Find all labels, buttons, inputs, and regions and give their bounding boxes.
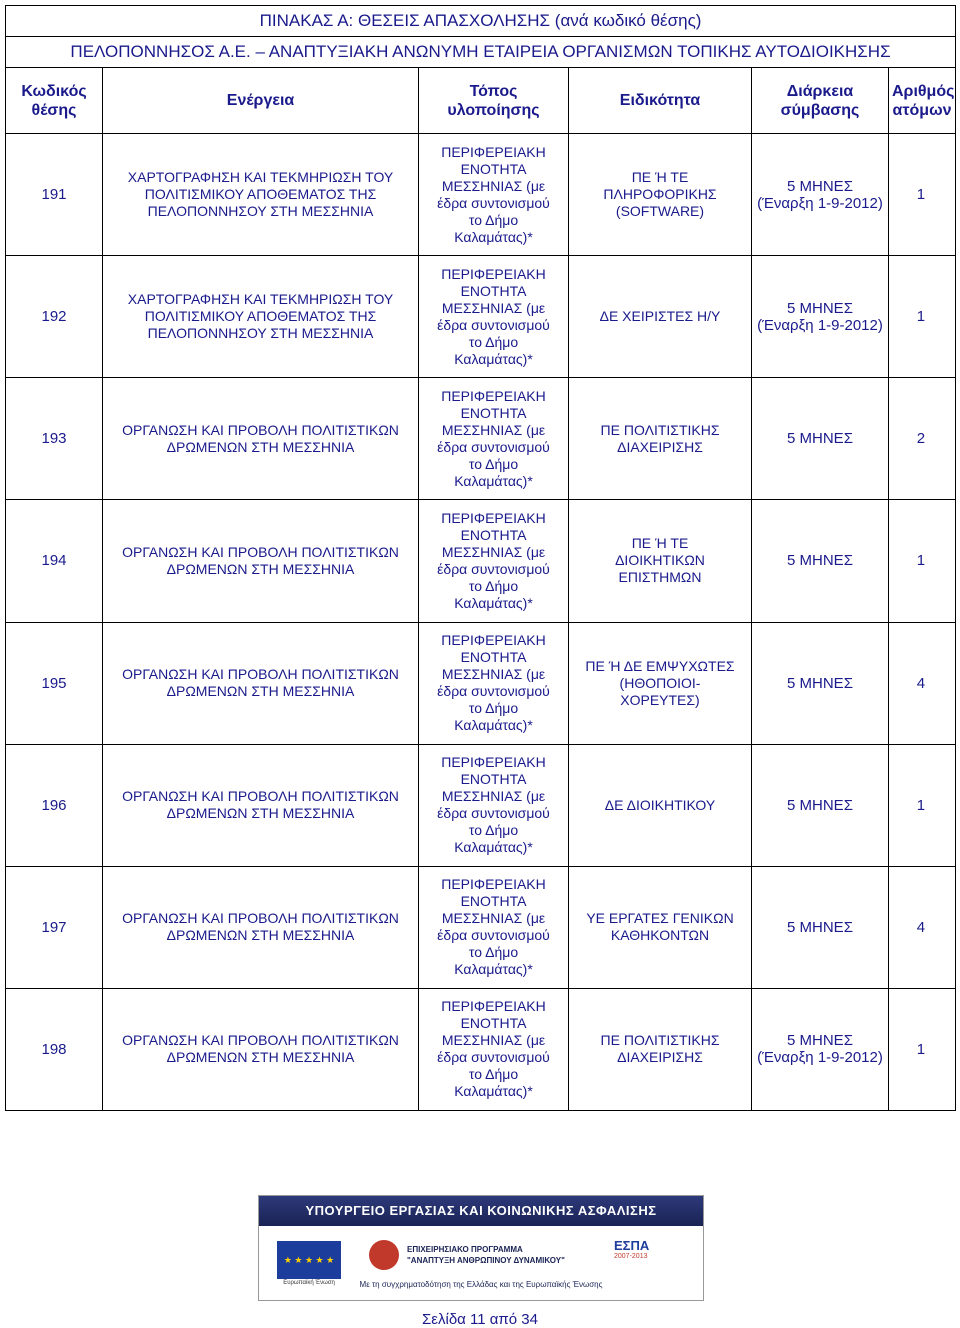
position-code-text: 192 [41,308,67,326]
activity-cell-text: ΟΡΓΑΝΩΣΗ ΚΑΙ ΠΡΟΒΟΛΗ ΠΟΛΙΤΙΣΤΙΚΩΝ ΔΡΩΜΕΝΩΝ ΣΤΗ ΜΕΣΣΗΝΙΑ [122,788,399,822]
specialty-cell [569,134,752,256]
count-cell [889,866,956,988]
position-code-text: 194 [41,552,67,570]
table-row [6,378,956,500]
location-cell-text: ΠΕΡΙΦΕΡΕΙΑΚΗ ΕΝΟΤΗΤΑ ΜΕΣΣΗΝΙΑΣ (με έδρα συντονισμού το Δήμο Καλαμάτας)* [437,509,550,611]
activity-cell-text: ΟΡΓΑΝΩΣΗ ΚΑΙ ΠΡΟΒΟΛΗ ΠΟΛΙΤΙΣΤΙΚΩΝ ΔΡΩΜΕΝΩΝ ΣΤΗ ΜΕΣΣΗΝΙΑ [122,543,399,577]
location-cell [419,500,569,622]
table-title-row [6,6,956,37]
activity-cell-text: ΧΑΡΤΟΓΡΑΦΗΣΗ ΚΑΙ ΤΕΚΜΗΡΙΩΣΗ ΤΟΥ ΠΟΛΙΤΙΣΜΙΚΟΥ ΑΠΟΘΕΜΑΤΟΣ ΤΗΣ ΠΕΛΟΠΟΝΝΗΣΟΥ ΣΤΗ ΜΕΣΣΗΝΙΑ [127,291,394,342]
position-code-text: 196 [41,796,67,814]
duration-cell-text: 5 ΜΗΝΕΣ [787,918,853,936]
program-name: ΕΠΙΧΕΙΡΗΣΙΑΚΟ ΠΡΟΓΡΑΜΜΑ "ΑΝΑΠΤΥΞΗ ΑΝΘΡΩΠΙΝΟΥ ΔΥΝΑΜΙΚΟΥ" [407,1245,565,1265]
header-location: Τόπος υλοποίησης [419,68,569,134]
page-number: Σελίδα 11 από 34 [422,1311,538,1328]
count-cell [889,622,956,744]
activity-cell [103,866,419,988]
ministry-banner: ΥΠΟΥΡΓΕΙΟ ΕΡΓΑΣΙΑΣ ΚΑΙ ΚΟΙΝΩΝΙΚΗΣ ΑΣΦΑΛΙΣΗΣ [259,1196,703,1226]
activity-cell-text: ΧΑΡΤΟΓΡΑΦΗΣΗ ΚΑΙ ΤΕΚΜΗΡΙΩΣΗ ΤΟΥ ΠΟΛΙΤΙΣΜΙΚΟΥ ΑΠΟΘΕΜΑΤΟΣ ΤΗΣ ΠΕΛΟΠΟΝΝΗΣΟΥ ΣΤΗ ΜΕΣΣΗΝΙΑ [127,169,394,220]
table-row [6,622,956,744]
specialty-cell-text: ΠΕ Ή ΤΕ ΔΙΟΙΚΗΤΙΚΩΝ ΕΠΙΣΤΗΜΩΝ [615,535,705,586]
location-cell-text: ΠΕΡΙΦΕΡΕΙΑΚΗ ΕΝΟΤΗΤΑ ΜΕΣΣΗΝΙΑΣ (με έδρα συντονισμού το Δήμο Καλαμάτας)* [437,998,550,1100]
espa-years: 2007-2013 [614,1253,648,1260]
position-code [6,378,103,500]
count-cell-text: 1 [916,1040,926,1058]
location-cell [419,256,569,378]
count-cell [889,988,956,1110]
count-cell [889,134,956,256]
position-code [6,256,103,378]
location-cell [419,744,569,866]
table-body [6,134,956,1111]
location-cell [419,988,569,1110]
eu-flag-icon: ★ ★ ★ ★ ★ [277,1241,341,1279]
location-cell [419,622,569,744]
duration-cell [752,134,889,256]
location-cell [419,866,569,988]
specialty-cell-text: ΔΕ ΔΙΟΙΚΗΤΙΚΟΥ [604,796,716,813]
specialty-cell-text: ΠΕ ΠΟΛΙΤΙΣΤΙΚΗΣ ΔΙΑΧΕΙΡΙΣΗΣ [600,421,720,455]
organization-row [6,37,956,68]
position-code-text: 197 [41,918,67,936]
activity-cell [103,622,419,744]
position-code [6,866,103,988]
specialty-cell [569,500,752,622]
position-code-text: 191 [41,186,67,204]
activity-cell-text: ΟΡΓΑΝΩΣΗ ΚΑΙ ΠΡΟΒΟΛΗ ΠΟΛΙΤΙΣΤΙΚΩΝ ΔΡΩΜΕΝΩΝ ΣΤΗ ΜΕΣΣΗΝΙΑ [122,1032,399,1066]
count-cell [889,378,956,500]
position-code [6,988,103,1110]
specialty-cell-text: ΥΕ ΕΡΓΑΤΕΣ ΓΕΝΙΚΩΝ ΚΑΘΗΚΟΝΤΩΝ [586,910,734,944]
position-code [6,500,103,622]
espa-logo [614,1238,684,1278]
position-code-text: 195 [41,674,67,692]
activity-cell [103,988,419,1110]
table-row [6,866,956,988]
header-count: Αριθμός ατόμων [889,68,956,134]
count-cell-text: 1 [916,308,926,326]
count-cell-text: 2 [916,430,926,448]
count-cell [889,256,956,378]
specialty-cell [569,866,752,988]
duration-cell-text: 5 ΜΗΝΕΣ [787,430,853,448]
specialty-cell-text: ΠΕ ΠΟΛΙΤΙΣΤΙΚΗΣ ΔΙΑΧΕΙΡΙΣΗΣ [600,1032,720,1066]
position-code [6,134,103,256]
program-badge-icon [369,1240,399,1270]
duration-cell-text: 5 ΜΗΝΕΣ (Έναρξη 1-9-2012) [757,299,883,334]
header-code: Κωδικός θέσης [6,68,103,134]
duration-cell-text: 5 ΜΗΝΕΣ [787,796,853,814]
duration-cell [752,622,889,744]
duration-cell [752,256,889,378]
duration-cell-text: 5 ΜΗΝΕΣ [787,552,853,570]
count-cell-text: 4 [916,674,926,692]
location-cell [419,134,569,256]
duration-cell [752,744,889,866]
count-cell [889,744,956,866]
position-code [6,622,103,744]
table-title: ΠΙΝΑΚΑΣ Α: ΘΕΣΕΙΣ ΑΠΑΣΧΟΛΗΣΗΣ (ανά κωδικό θέσης) [6,6,956,37]
specialty-cell-text: ΠΕ Ή ΔΕ ΕΜΨΥΧΩΤΕΣ (ΗΘΟΠΟΙΟΙ- ΧΟΡΕΥΤΕΣ) [585,657,735,708]
duration-cell-text: 5 ΜΗΝΕΣ (Έναρξη 1-9-2012) [757,177,883,212]
header-specialty: Ειδικότητα [569,68,752,134]
activity-cell-text: ΟΡΓΑΝΩΣΗ ΚΑΙ ΠΡΟΒΟΛΗ ΠΟΛΙΤΙΣΤΙΚΩΝ ΔΡΩΜΕΝΩΝ ΣΤΗ ΜΕΣΣΗΝΙΑ [122,910,399,944]
specialty-cell [569,256,752,378]
activity-cell [103,378,419,500]
activity-cell [103,744,419,866]
activity-cell-text: ΟΡΓΑΝΩΣΗ ΚΑΙ ΠΡΟΒΟΛΗ ΠΟΛΙΤΙΣΤΙΚΩΝ ΔΡΩΜΕΝΩΝ ΣΤΗ ΜΕΣΣΗΝΙΑ [122,666,399,700]
cofunding-statement: Με τη συγχρηματοδότηση της Ελλάδας και της Ευρωπαϊκής Ένωσης [359,1280,603,1289]
specialty-cell [569,622,752,744]
activity-cell-text: ΟΡΓΑΝΩΣΗ ΚΑΙ ΠΡΟΒΟΛΗ ΠΟΛΙΤΙΣΤΙΚΩΝ ΔΡΩΜΕΝΩΝ ΣΤΗ ΜΕΣΣΗΝΙΑ [122,421,399,455]
location-cell-text: ΠΕΡΙΦΕΡΕΙΑΚΗ ΕΝΟΤΗΤΑ ΜΕΣΣΗΝΙΑΣ (με έδρα συντονισμού το Δήμο Καλαμάτας)* [437,876,550,978]
program-logo [369,1238,599,1276]
location-cell-text: ΠΕΡΙΦΕΡΕΙΑΚΗ ΕΝΟΤΗΤΑ ΜΕΣΣΗΝΙΑΣ (με έδρα συντονισμού το Δήμο Καλαμάτας)* [437,632,550,734]
duration-cell [752,988,889,1110]
header-duration: Διάρκεια σύμβασης [752,68,889,134]
specialty-cell-text: ΠΕ Ή ΤΕ ΠΛΗΡΟΦΟΡΙΚΗΣ (SOFTWARE) [603,169,717,220]
duration-cell-text: 5 ΜΗΝΕΣ [787,674,853,692]
table-row [6,256,956,378]
specialty-cell [569,988,752,1110]
table-row [6,744,956,866]
specialty-cell [569,744,752,866]
count-cell-text: 1 [916,552,926,570]
position-code-text: 193 [41,430,67,448]
table-row [6,988,956,1110]
table-row [6,134,956,256]
table-row [6,500,956,622]
duration-cell [752,378,889,500]
duration-cell-text: 5 ΜΗΝΕΣ (Έναρξη 1-9-2012) [757,1032,883,1067]
header-activity: Ενέργεια [103,68,419,134]
specialty-cell [569,378,752,500]
activity-cell [103,256,419,378]
location-cell-text: ΠΕΡΙΦΕΡΕΙΑΚΗ ΕΝΟΤΗΤΑ ΜΕΣΣΗΝΙΑΣ (με έδρα συντονισμού το Δήμο Καλαμάτας)* [437,265,550,367]
count-cell [889,500,956,622]
location-cell [419,378,569,500]
count-cell-text: 1 [916,796,926,814]
espa-name: ΕΣΠΑ [614,1238,650,1253]
count-cell-text: 1 [916,186,926,204]
activity-cell [103,500,419,622]
specialty-cell-text: ΔΕ ΧΕΙΡΙΣΤΕΣ Η/Υ [599,308,721,325]
organization-name: ΠΕΛΟΠΟΝΝΗΣΟΣ Α.Ε. – ΑΝΑΠΤΥΞΙΑΚΗ ΑΝΩΝΥΜΗ ΕΤΑΙΡΕΙΑ ΟΡΓΑΝΙΣΜΩΝ ΤΟΠΙΚΗΣ ΑΥΤΟΔΙΟΙΚΗΣΗΣ [6,37,956,68]
duration-cell [752,866,889,988]
location-cell-text: ΠΕΡΙΦΕΡΕΙΑΚΗ ΕΝΟΤΗΤΑ ΜΕΣΣΗΝΙΑΣ (με έδρα συντονισμού το Δήμο Καλαμάτας)* [437,143,550,245]
funding-logo-banner [258,1195,704,1301]
eu-label: Ευρωπαϊκή Ένωση [283,1280,335,1286]
activity-cell [103,134,419,256]
location-cell-text: ΠΕΡΙΦΕΡΕΙΑΚΗ ΕΝΟΤΗΤΑ ΜΕΣΣΗΝΙΑΣ (με έδρα συντονισμού το Δήμο Καλαμάτας)* [437,754,550,856]
position-code [6,744,103,866]
duration-cell [752,500,889,622]
count-cell-text: 4 [916,918,926,936]
position-code-text: 198 [41,1040,67,1058]
positions-table [5,5,956,1111]
header-row [6,68,956,134]
location-cell-text: ΠΕΡΙΦΕΡΕΙΑΚΗ ΕΝΟΤΗΤΑ ΜΕΣΣΗΝΙΑΣ (με έδρα συντονισμού το Δήμο Καλαμάτας)* [437,387,550,489]
